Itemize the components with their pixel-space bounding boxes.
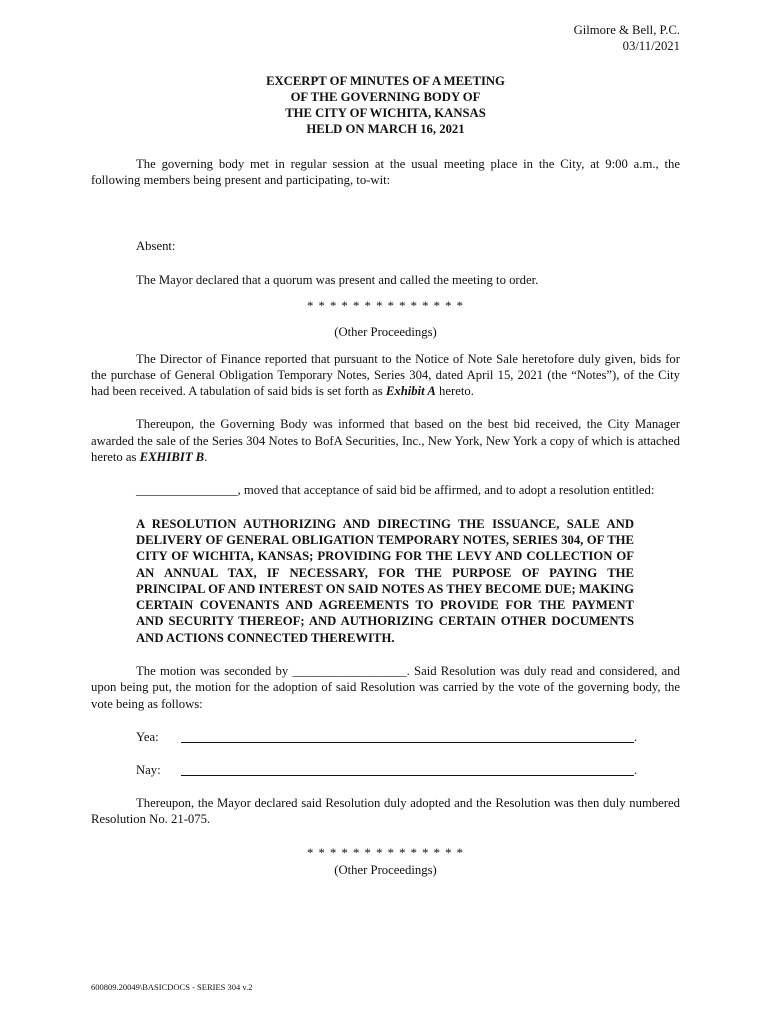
- finance-report-paragraph: [91, 351, 680, 400]
- nay-period: .: [634, 762, 638, 777]
- yea-period: .: [634, 729, 638, 744]
- document-header: [91, 22, 680, 55]
- document-date: 03/11/2021: [622, 39, 680, 54]
- yea-blank-line: [181, 729, 634, 743]
- exhibit-b-reference: EXHIBIT B: [139, 450, 205, 465]
- motion-name-blank: ________________: [136, 483, 238, 498]
- absent-label: Absent:: [136, 239, 176, 254]
- title-line-4: HELD ON MARCH 16, 2021: [306, 122, 465, 137]
- other-proceedings-label: (Other Proceedings): [334, 325, 437, 340]
- seconded-prefix: The motion was seconded by: [136, 664, 289, 679]
- resolution-title: A RESOLUTION AUTHORIZING AND DIRECTING THE ISSUANCE, SALE AND DELIVERY OF GENERAL OBLIGATION TEMPORARY NOTES, SERIES 304, OF THE CITY OF WICHITA, KANSAS; PROVIDING FOR THE LEVY AND COLLECTION OF AN ANNUAL TAX, IF NECESSARY, FOR THE PURPOSE OF PAYING THE PRINCIPAL OF AND INTEREST ON SAID NOTES AS THEY BECOME DUE; MAKING CERTAIN COVENANTS AND AGREEMENTS TO PROVIDE FOR THE PAYMENT AND SECURITY THEREOF; AND AUTHORIZING CERTAIN OTHER DOCUMENTS AND ACTIONS CONNECTED THEREWITH.: [136, 516, 634, 645]
- nay-row: [91, 762, 680, 778]
- seconded-paragraph: [91, 663, 680, 712]
- award-paragraph: [91, 416, 680, 465]
- section-divider-stars: * * * * * * * * * * * * * *: [306, 298, 465, 313]
- motion-text: , moved that acceptance of said bid be affirmed, and to adopt a resolution entitled:: [237, 483, 655, 498]
- exhibit-a-reference: Exhibit A: [385, 384, 436, 399]
- title-line-3: THE CITY OF WICHITA, KANSAS: [285, 106, 486, 121]
- finance-report-tail: hereto.: [439, 384, 474, 399]
- motion-paragraph: [91, 482, 680, 498]
- award-text: Thereupon, the Governing Body was informed that based on the best bid received, the City Manager awarded the sale of the Series 304 Notes to BofA Securities, Inc., New York, New York a copy of which is attached hereto as: [91, 417, 680, 465]
- quorum-paragraph: The Mayor declared that a quorum was present and called the meeting to order.: [136, 272, 539, 287]
- other-proceedings-label-2: (Other Proceedings): [334, 862, 437, 877]
- document-title: [91, 73, 680, 138]
- adopted-paragraph: Thereupon, the Mayor declared said Resolution duly adopted and the Resolution was then duly numbered Resolution No. 21-075.: [91, 795, 680, 827]
- document-footer-id: 600809.20049\BASICDOCS - SERIES 304 v.2: [91, 982, 253, 992]
- seconded-text: . Said Resolution was duly read and considered, and upon being put, the motion for the adoption of said Resolution was carried by the vote of the governing body, the vote being as follows:: [91, 664, 680, 711]
- firm-name: Gilmore & Bell, P.C.: [573, 23, 680, 37]
- finance-report-text: The Director of Finance reported that pursuant to the Notice of Note Sale heretofore duly given, bids for the purchase of General Obligation Temporary Notes, Series 304, dated April 15, 2021 (the “Notes”), of the City had been received. A tabulation of said bids is set forth as: [91, 351, 680, 399]
- yea-row: [91, 729, 680, 745]
- title-line-2: OF THE GOVERNING BODY OF: [290, 89, 481, 104]
- section-divider-stars-2: * * * * * * * * * * * * * *: [306, 845, 465, 860]
- document-page: [91, 22, 680, 878]
- title-line-1: EXCERPT OF MINUTES OF A MEETING: [266, 73, 505, 88]
- seconded-name-blank: __________________: [292, 664, 407, 679]
- yea-label: Yea:: [136, 729, 159, 744]
- nay-blank-line: [181, 762, 634, 776]
- intro-paragraph: The governing body met in regular session at the usual meeting place in the City, at 9:00 a.m., the following members being present and participating, to-wit:: [91, 156, 680, 188]
- award-tail: .: [204, 450, 208, 465]
- nay-label: Nay:: [136, 762, 161, 777]
